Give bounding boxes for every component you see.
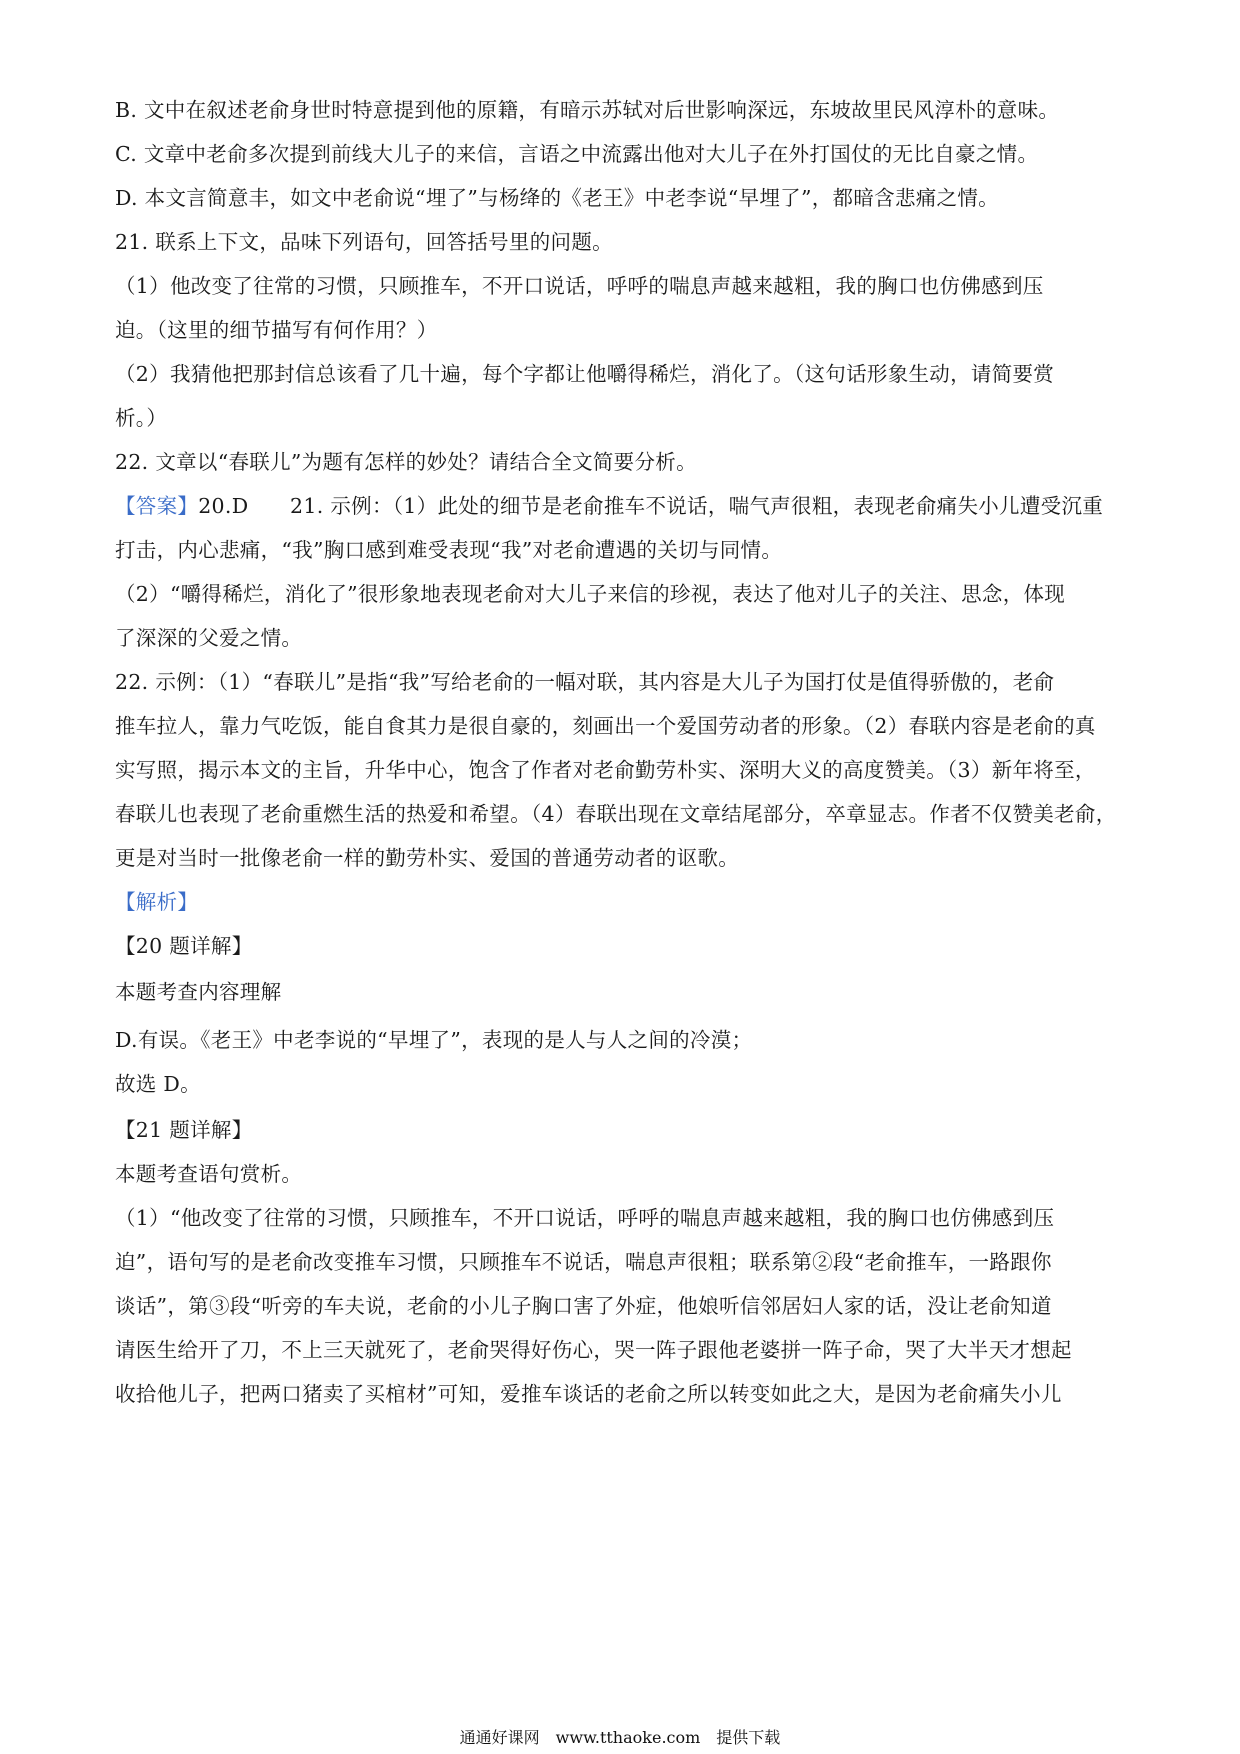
option-b: B. 文中在叙述老俞身世时特意提到他的原籍，有暗示苏轼对后世影响深远，东坡故里民风淳朴的意味。 xyxy=(115,98,1060,122)
answer-label: 【答案】 xyxy=(115,494,199,518)
analysis-label: 【解析】 xyxy=(115,890,199,914)
page-footer: 通通好课网 www.tthaoke.com 提供下载 xyxy=(459,1728,781,1747)
answer-text: 20.D 21. 示例：（1）此处的细节是老俞推车不说话，喘气声很粗，表现老俞痛失小儿遭受沉重 xyxy=(198,494,1104,518)
question-21-part2-line1: （2）我猜他把那封信总该看了几十遍，每个字都让他嚼得稀烂，消化了。（这句话形象生动，请简要赏 xyxy=(115,362,1055,386)
q21-detail-line5: 收拾他儿子，把两口猪卖了买棺材”可知，爱推车谈话的老俞之所以转变如此之大，是因为老俞痛失小儿 xyxy=(115,1382,1062,1406)
answer-22-line3: 实写照，揭示本文的主旨，升华中心，饱含了作者对老俞勤劳朴实、深明大义的高度赞美。（3）新年将至， xyxy=(115,758,1096,782)
answer-22-line1: 22. 示例：（1）“春联儿”是指“我”写给老俞的一幅对联，其内容是大儿子为国打仗是值得骄傲的，老俞 xyxy=(115,670,1055,694)
question-21-part1-line1: （1）他改变了往常的习惯，只顾推车，不开口说话，呼呼的喘息声越来越粗，我的胸口也仿佛感到压 xyxy=(115,274,1044,298)
answer-line3: （2）“嚼得稀烂，消化了”很形象地表现老俞对大儿子来信的珍视，表达了他对儿子的关注、思念，体现 xyxy=(115,582,1066,606)
option-d: D. 本文言简意丰，如文中老俞说“埋了”与杨绛的《老王》中老李说“早埋了”，都暗含悲痛之情。 xyxy=(115,186,999,210)
q21-detail-line4: 请医生给开了刀，不上三天就死了，老俞哭得好伤心，哭一阵子跟他老婆拼一阵子命，哭了大半天才想起 xyxy=(115,1338,1072,1362)
q21-detail-line1: （1）“他改变了往常的习惯，只顾推车，不开口说话，呼呼的喘息声越来越粗，我的胸口也仿佛感到压 xyxy=(115,1206,1055,1230)
answer-line1 xyxy=(115,492,1135,520)
q20-detail-explanation: D.有误。《老王》中老李说的“早埋了”，表现的是人与人之间的冷漠； xyxy=(115,1028,753,1052)
answer-22-line5: 更是对当时一批像老俞一样的勤劳朴实、爱国的普通劳动者的讴歌。 xyxy=(115,846,739,870)
q21-detail-line3: 谈话”，第③段“听旁的车夫说，老俞的小儿子胸口害了外症，他娘听信邻居妇人家的话，没让老俞知道 xyxy=(115,1294,1052,1318)
question-21: 21. 联系上下文，品味下列语句，回答括号里的问题。 xyxy=(115,230,613,254)
question-22: 22. 文章以“春联儿”为题有怎样的妙处？请结合全文简要分析。 xyxy=(115,450,697,474)
q21-detail-line2: 迫”，语句写的是老俞改变推车习惯，只顾推车不说话，喘息声很粗；联系第②段“老俞推车，一路跟你 xyxy=(115,1250,1052,1274)
option-c: C. 文章中老俞多次提到前线大儿子的来信，言语之中流露出他对大儿子在外打国仗的无比自豪之情。 xyxy=(115,142,1039,166)
question-21-part2-line2: 析。） xyxy=(115,406,168,430)
q20-detail-heading: 【20 题详解】 xyxy=(115,934,253,958)
q21-detail-heading: 【21 题详解】 xyxy=(115,1118,253,1142)
answer-22-line4: 春联儿也表现了老俞重燃生活的热爱和希望。（4）春联出现在文章结尾部分，卒章显志。作者不仅赞美老俞， xyxy=(115,802,1117,826)
question-21-part1-line2: 迫。（这里的细节描写有何作用？） xyxy=(115,318,438,342)
answer-line4: 了深深的父爱之情。 xyxy=(115,626,303,650)
answer-22-line2: 推车拉人，靠力气吃饭，能自食其力是很自豪的，刻画出一个爱国劳动者的形象。（2）春联内容是老俞的真 xyxy=(115,714,1096,738)
q21-detail-topic: 本题考查语句赏析。 xyxy=(115,1162,303,1186)
q20-detail-topic: 本题考查内容理解 xyxy=(115,980,282,1004)
answer-line2: 打击，内心悲痛，“我”胸口感到难受表现“我”对老俞遭遇的关切与同情。 xyxy=(115,538,783,562)
q20-detail-conclusion: 故选 D。 xyxy=(115,1072,201,1096)
